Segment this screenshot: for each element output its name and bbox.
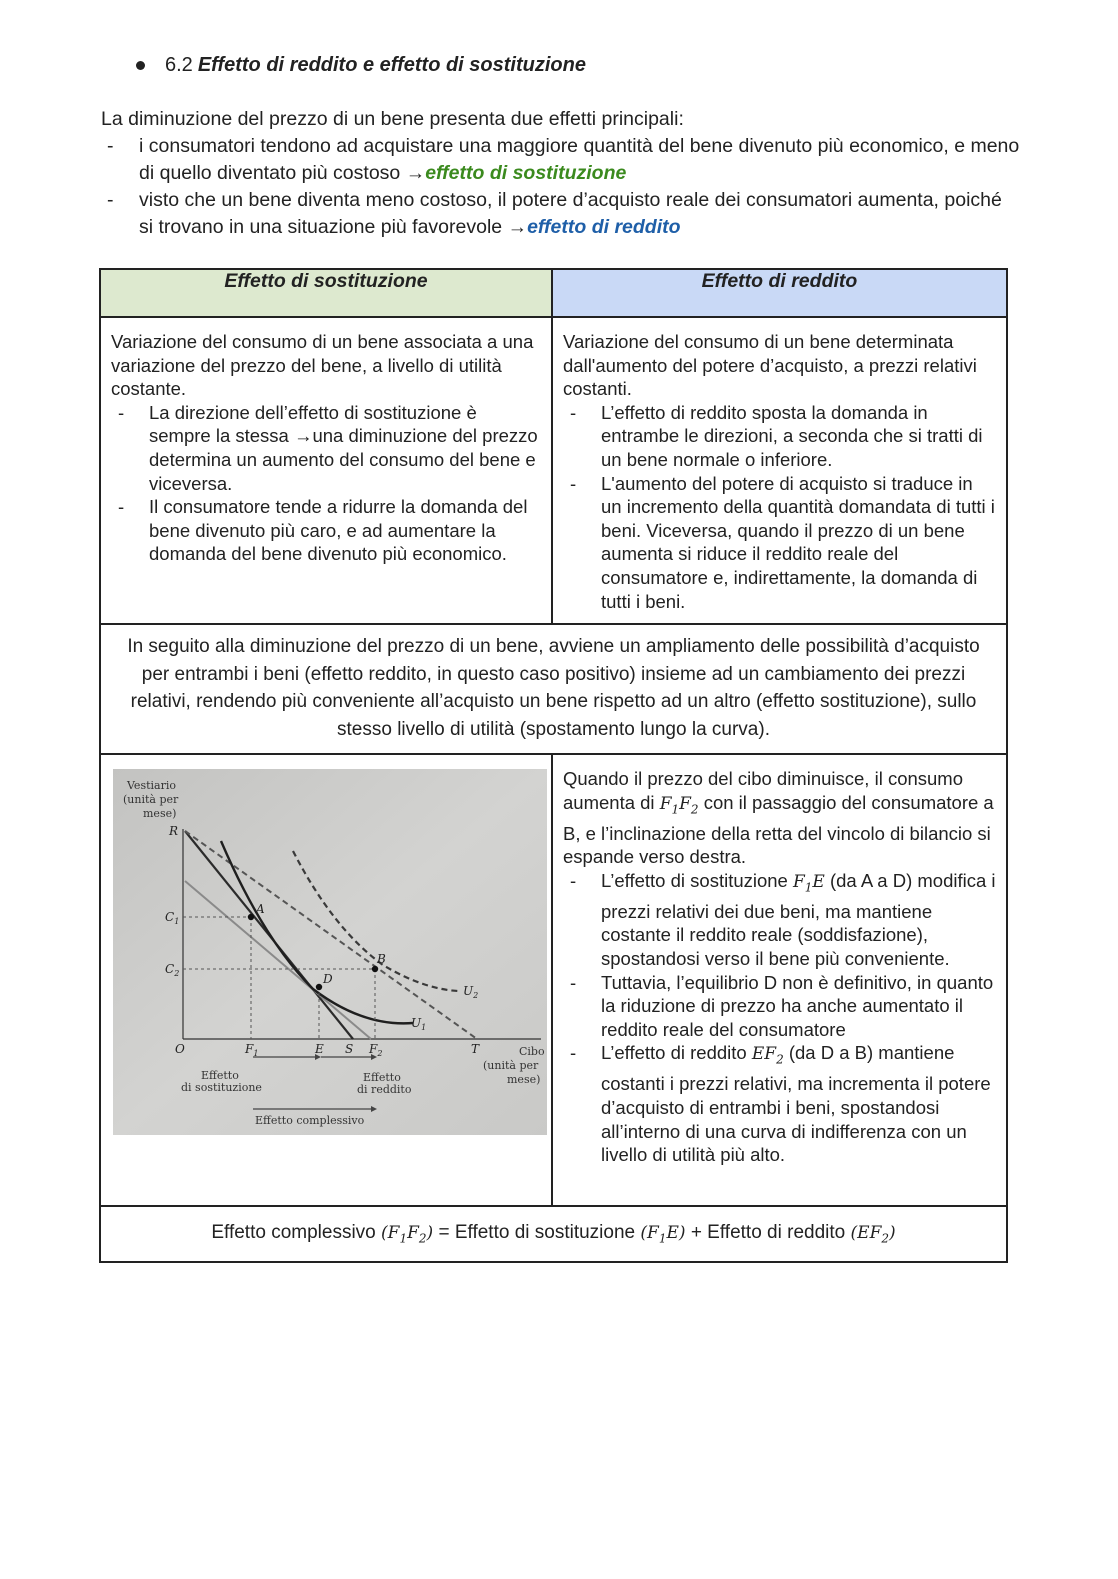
inc-effect-label-1: Effetto bbox=[363, 1071, 401, 1085]
substitution-header: Effetto di sostituzione bbox=[100, 269, 552, 317]
list-item bbox=[563, 971, 998, 1042]
sub-effect-label-2: di sostituzione bbox=[181, 1081, 262, 1095]
text-run: con il passaggio del consumatore a B, e l’inclinazione della retta del vincolo di bilancio si espande verso destra. bbox=[563, 791, 994, 868]
list-dash: - bbox=[570, 1042, 577, 1064]
text-run: (da A a D) modifica i prezzi relativi dei due beni, ma mantiene costante il reddito reale (soddisfazione), spostandosi verso il bene più conveniente. bbox=[601, 869, 996, 970]
list-dash: - bbox=[570, 401, 577, 423]
income-cell bbox=[552, 317, 1007, 624]
photo-background bbox=[113, 769, 547, 1135]
figure-cell bbox=[100, 754, 552, 1206]
math-ef2: $EF_2$ bbox=[751, 1044, 784, 1067]
income-effect-emphasis: effetto di reddito bbox=[527, 216, 681, 238]
list-item-text: Il consumatore tende a ridurre la domanda del bene divenuto più caro, e ad aumentare la domanda del bene divenuto più economico. bbox=[149, 496, 528, 565]
intro-item-text: i consumatori tendono ad acquistare una maggiore quantità del bene divenuto più economico, e meno di quello diventato più costoso bbox=[139, 135, 1020, 184]
x-label-3: mese) bbox=[507, 1073, 541, 1087]
math-f1f2: $F_1F_2$ bbox=[659, 793, 699, 817]
section-heading bbox=[136, 54, 586, 77]
u1-label: $U_1$ bbox=[411, 1016, 427, 1033]
total-effect-label: Effetto complessivo bbox=[255, 1114, 365, 1128]
math-substitution: $(F_1E)$ bbox=[640, 1223, 686, 1246]
intro-item-income bbox=[101, 187, 1021, 241]
y-label-1: Vestiario bbox=[127, 779, 176, 793]
c2-label: $C_2$ bbox=[165, 962, 180, 979]
explanation-cell bbox=[552, 754, 1007, 1206]
x-label-2: (unità per bbox=[483, 1059, 539, 1073]
s-label: S bbox=[345, 1042, 354, 1057]
inc-effect-label-2: di reddito bbox=[357, 1083, 412, 1097]
list-item-text: La direzione dell’effetto di sostituzione è sempre la stessa →una diminuzione del prezzo determina un aumento del consumo del bene e viceversa. bbox=[149, 401, 538, 494]
f1-label: $F_1$ bbox=[245, 1042, 259, 1059]
list-dash: - bbox=[118, 401, 125, 423]
list-item-text: Tuttavia, l’equilibrio D non è definitivo, in quanto la riduzione di prezzo ha anche aumentato il reddito reale del consumatore bbox=[601, 971, 994, 1040]
intro-item-substitution bbox=[101, 133, 1021, 187]
math-f1e: $F_1E$ bbox=[792, 871, 825, 895]
explanation-paragraph bbox=[563, 767, 998, 869]
section-title: Effetto di reddito e effetto di sostituzione bbox=[197, 54, 586, 76]
list-item-text: L’effetto di reddito sposta la domanda in entrambe le direzioni, a seconda che si tratti di un bene normale o inferiore. bbox=[601, 401, 983, 470]
substitution-effect-emphasis: effetto di sostituzione bbox=[425, 162, 627, 184]
formula-text: + Effetto di reddito bbox=[690, 1222, 846, 1244]
arrow-glyph: → bbox=[405, 162, 426, 184]
point-d bbox=[316, 984, 322, 990]
list-item bbox=[563, 1041, 998, 1166]
list-dash: - bbox=[570, 971, 577, 993]
math-income: $(EF_2)$ bbox=[850, 1223, 896, 1246]
u2-label: $U_2$ bbox=[463, 984, 479, 1001]
arrow-glyph: → bbox=[507, 216, 528, 238]
f2-label: $F_2$ bbox=[369, 1042, 383, 1059]
text-run: L’effetto di reddito bbox=[601, 1042, 747, 1064]
point-b bbox=[372, 966, 378, 972]
formula-text: = Effetto di sostituzione bbox=[438, 1222, 636, 1244]
list-item bbox=[563, 869, 998, 971]
sub-effect-label-1: Effetto bbox=[201, 1069, 239, 1083]
t-label: T bbox=[471, 1042, 480, 1057]
list-dash: - bbox=[107, 189, 114, 211]
point-b-label: B bbox=[377, 952, 386, 967]
list-dash: - bbox=[107, 135, 114, 157]
substitution-definition: Variazione del consumo di un bene associata a una variazione del prezzo del bene, a livello di utilità costante. bbox=[111, 331, 534, 400]
point-a-label: A bbox=[256, 902, 265, 917]
summary-cell: In seguito alla diminuzione del prezzo di un bene, avviene un ampliamento delle possibilità d’acquisto per entrambi i beni (effetto reddito, in questo caso positivo) insieme ad un cambiamento dei prezzi relativi, rendendo più conveniente all’acquisto un bene rispetto ad un altro (effetto sostituzione), sullo stesso livello di utilità (spostamento lungo la curva). bbox=[100, 624, 1007, 754]
intro-item-text: visto che un bene diventa meno costoso, il potere d’acquisto reale dei consumatori aumenta, poiché si trovano in una situazione più favorevole bbox=[139, 189, 1002, 238]
text-run: (da D a B) mantiene costanti i prezzi relativi, ma incrementa il potere d’acquisto di entrambi i beni, spostandosi all’interno di una curva di indifferenza con un livello di utilità più alto. bbox=[601, 1042, 991, 1166]
effects-table bbox=[99, 268, 1008, 1263]
list-item bbox=[111, 401, 543, 495]
formula-cell bbox=[100, 1206, 1007, 1262]
point-a bbox=[248, 914, 254, 920]
list-item-text: L'aumento del potere di acquisto si traduce in un incremento della quantità domandata di tutti i beni. Viceversa, quando il prezzo di un bene aumenta si riduce il reddito reale del consumatore e, indirettamente, la domanda di tutti i beni. bbox=[601, 472, 995, 612]
point-d-label: D bbox=[323, 972, 333, 987]
intro-paragraph bbox=[101, 106, 1021, 241]
indifference-curve-photo bbox=[113, 769, 547, 1135]
list-dash: - bbox=[570, 869, 577, 891]
y-label-2: (unità per bbox=[123, 793, 179, 807]
list-item bbox=[111, 495, 543, 566]
x-label-1: Cibo bbox=[519, 1045, 545, 1059]
bullet-dot bbox=[136, 61, 145, 70]
list-item bbox=[563, 472, 998, 614]
math-total: $(F_1F_2)$ bbox=[381, 1223, 434, 1246]
income-header: Effetto di reddito bbox=[552, 269, 1007, 317]
point-r-label: R bbox=[169, 824, 179, 839]
list-dash: - bbox=[118, 496, 125, 518]
e-label: E bbox=[315, 1042, 324, 1057]
text-run: Quando il prezzo del cibo diminuisce, il consumo aumenta di bbox=[563, 768, 964, 813]
section-number: 6.2 bbox=[165, 54, 193, 76]
y-label-3: mese) bbox=[143, 807, 177, 821]
substitution-cell bbox=[100, 317, 552, 624]
intro-lead: La diminuzione del prezzo di un bene presenta due effetti principali: bbox=[101, 108, 684, 130]
c1-label: $C_1$ bbox=[165, 910, 180, 927]
list-dash: - bbox=[570, 472, 577, 494]
formula-text: Effetto complessivo bbox=[211, 1222, 376, 1244]
text-run: L’effetto di sostituzione bbox=[601, 869, 788, 891]
income-definition: Variazione del consumo di un bene determinata dall'aumento del potere d’acquisto, a prezzi relativi costanti. bbox=[563, 331, 977, 400]
list-item bbox=[563, 401, 998, 472]
origin-label: O bbox=[175, 1042, 185, 1057]
